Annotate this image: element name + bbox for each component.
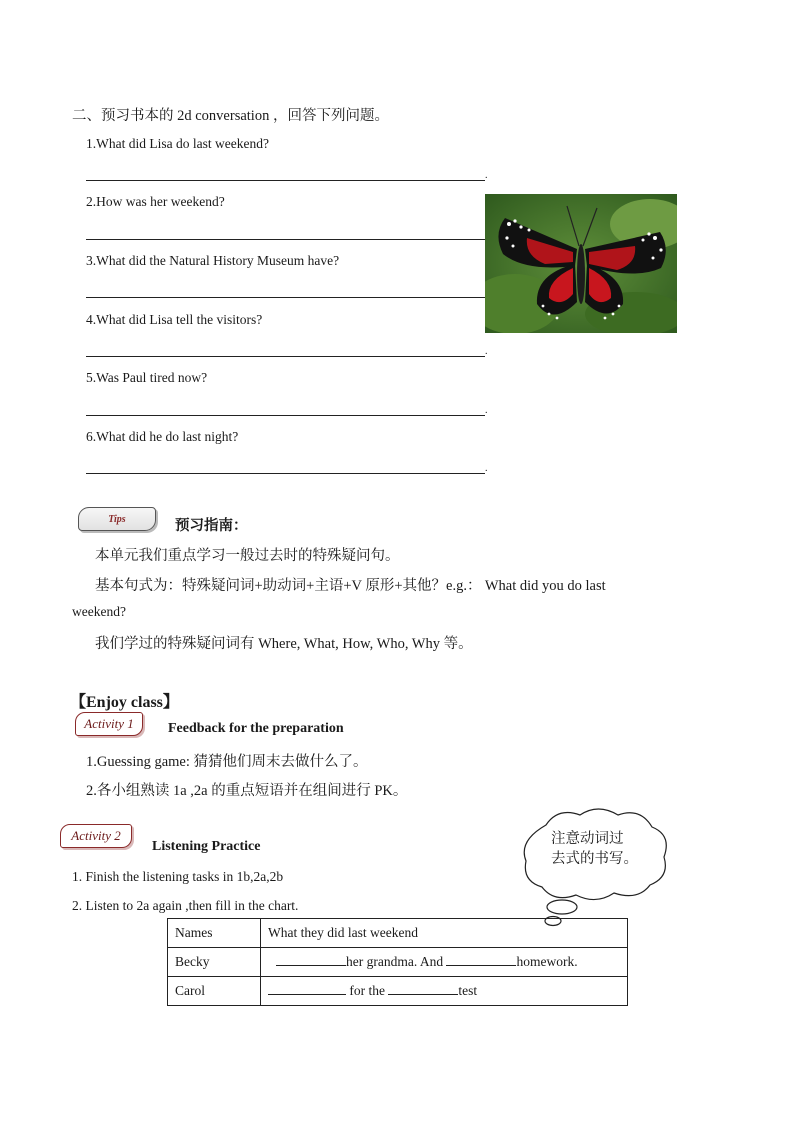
column-header-names: Names bbox=[168, 919, 261, 948]
butterfly-image bbox=[485, 194, 677, 333]
tips-line-3: 我们学过的特殊疑问词有 Where, What, How, Who, Why 等。 bbox=[95, 636, 473, 652]
question-6: 6.What did he do last night? bbox=[86, 429, 239, 444]
question-1: 1.What did Lisa do last weekend? bbox=[86, 136, 269, 151]
listening-chart bbox=[167, 918, 628, 1006]
bubble-text-2: 去式的书写。 bbox=[551, 851, 638, 867]
tips-title: 预习指南： bbox=[175, 518, 248, 534]
section-heading: 二、预习书本的 2d conversation ，回答下列问题。 bbox=[72, 108, 389, 124]
table-row bbox=[168, 948, 628, 977]
line-end-dot: . bbox=[485, 463, 488, 474]
row-activity: her grandma. And homework. bbox=[261, 948, 628, 977]
activity-2-item: 2. Listen to 2a again ,then fill in the chart. bbox=[72, 898, 299, 913]
answer-line-3[interactable] bbox=[86, 297, 485, 298]
answer-line-1[interactable] bbox=[86, 180, 485, 181]
table-header-row bbox=[168, 919, 628, 948]
activity-2-title: Listening Practice bbox=[152, 839, 261, 854]
line-end-dot: . bbox=[485, 405, 488, 416]
fill-blank[interactable] bbox=[388, 983, 458, 995]
answer-line-2[interactable] bbox=[86, 239, 485, 240]
question-4: 4.What did Lisa tell the visitors? bbox=[86, 312, 263, 327]
tips-line-1: 本单元我们重点学习一般过去时的特殊疑问句。 bbox=[95, 548, 400, 564]
activity-1-badge: Activity 1 bbox=[75, 712, 143, 736]
activity-1-item: 1.Guessing game: 猜猜他们周末去做什么了。 bbox=[86, 754, 368, 770]
question-2: 2.How was her weekend? bbox=[86, 194, 225, 209]
fill-blank[interactable] bbox=[268, 983, 346, 995]
tips-line-2: 基本句式为：特殊疑问词+助动词+主语+V 原形+其他？e.g.： What did you do last bbox=[95, 578, 606, 594]
activity-2-badge: Activity 2 bbox=[60, 824, 132, 848]
enjoy-class-heading: 【Enjoy class】 bbox=[70, 694, 179, 711]
column-header-activity: What they did last weekend bbox=[261, 919, 628, 948]
line-end-dot: . bbox=[485, 346, 488, 357]
question-5: 5.Was Paul tired now? bbox=[86, 370, 208, 385]
table-row bbox=[168, 977, 628, 1006]
bubble-text-1: 注意动词过 bbox=[551, 831, 624, 847]
activity-2-item: 1. Finish the listening tasks in 1b,2a,2b bbox=[72, 869, 284, 884]
row-name: Becky bbox=[168, 948, 261, 977]
fill-blank[interactable] bbox=[276, 954, 346, 966]
row-activity: for the test bbox=[261, 977, 628, 1006]
tips-line-2-cont: weekend? bbox=[72, 604, 126, 619]
question-3: 3.What did the Natural History Museum have? bbox=[86, 253, 340, 268]
fill-blank[interactable] bbox=[446, 954, 516, 966]
answer-line-6[interactable] bbox=[86, 473, 485, 474]
activity-1-item: 2.各小组熟读 1a ,2a 的重点短语并在组间进行 PK。 bbox=[86, 783, 408, 799]
row-name: Carol bbox=[168, 977, 261, 1006]
tips-badge: Tips bbox=[78, 507, 156, 531]
answer-line-5[interactable] bbox=[86, 415, 485, 416]
answer-line-4[interactable] bbox=[86, 356, 485, 357]
activity-1-title: Feedback for the preparation bbox=[168, 721, 344, 736]
line-end-dot: . bbox=[485, 170, 488, 181]
